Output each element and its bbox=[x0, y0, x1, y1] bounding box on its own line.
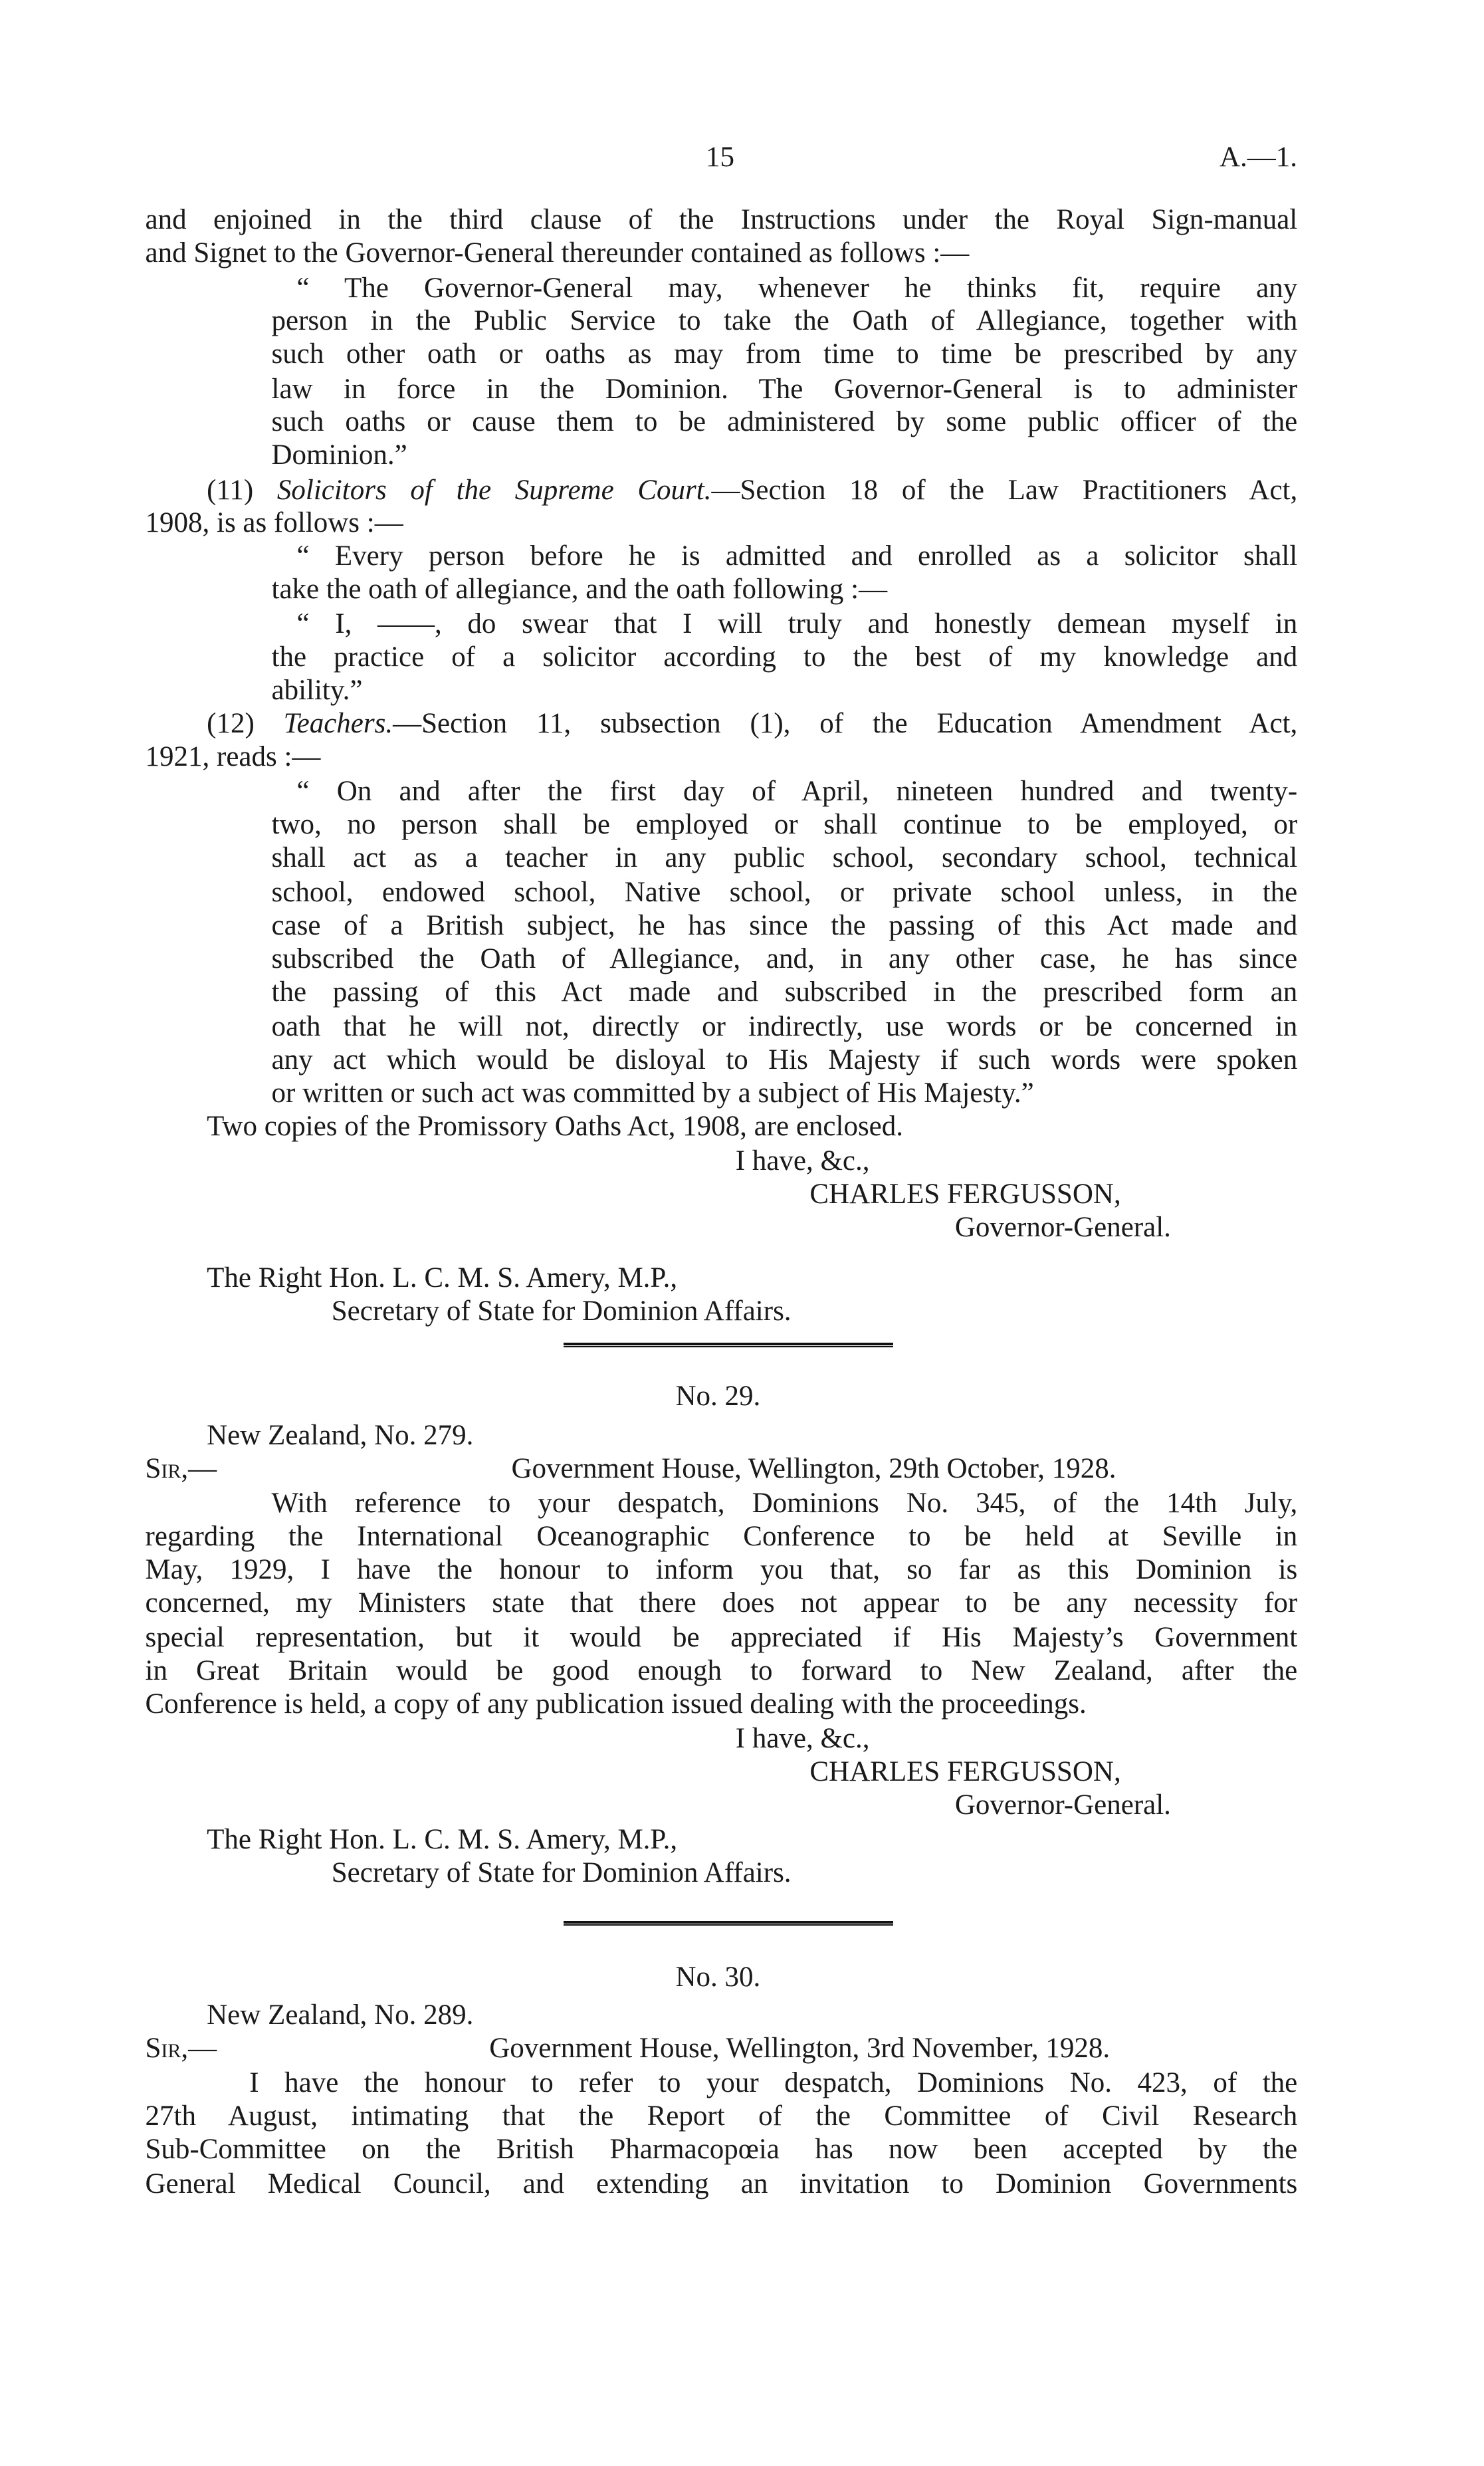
line-text: Government House, Wellington, 3rd November, 1928. bbox=[489, 2032, 1111, 2064]
quote-line bbox=[272, 304, 1298, 338]
line-text: Governor-General. bbox=[954, 1211, 1171, 1243]
body-line bbox=[146, 203, 1298, 237]
section-number: (11) bbox=[207, 474, 277, 506]
despatch-place-date bbox=[489, 2032, 1110, 2065]
addressee-title bbox=[332, 1856, 792, 1890]
body-line bbox=[146, 1587, 1298, 1620]
quote-line bbox=[297, 540, 1298, 573]
quote-line bbox=[272, 674, 363, 707]
line-text: ability.” bbox=[271, 675, 363, 707]
body-line bbox=[146, 2100, 1298, 2133]
quote-line bbox=[297, 775, 1298, 808]
addressee bbox=[207, 1262, 677, 1295]
line-text: Dominion.” bbox=[271, 439, 407, 471]
line-text: Conference is held, a copy of any publication issued dealing with the proceedings. bbox=[145, 1688, 1087, 1720]
quote-line bbox=[272, 641, 1298, 674]
line-text: — bbox=[188, 1453, 217, 1484]
line-text: or written or such act was committed by a subject of His Majesty.” bbox=[271, 1077, 1034, 1109]
line-text: in Great Britain would be good enough to forward to New Zealand, after the bbox=[145, 1655, 1298, 1686]
line-text: Two copies of the Promissory Oaths Act, 1908, are enclosed. bbox=[207, 1110, 904, 1142]
quote-line bbox=[272, 909, 1298, 943]
line-text: case of a British subject, he has since the passing of this Act made and bbox=[271, 910, 1298, 941]
salutation bbox=[146, 2032, 217, 2065]
line-text: May, 1929, I have the honour to inform you that, so far as this Dominion is bbox=[145, 1554, 1298, 1585]
quote-line bbox=[272, 1044, 1298, 1077]
quote-line bbox=[272, 338, 1298, 371]
line-text: “ On and after the first day of April, nineteen hundred and twenty- bbox=[296, 776, 1298, 808]
closing bbox=[736, 1722, 870, 1755]
line-text: Government House, Wellington, 29th October, 1928. bbox=[511, 1453, 1116, 1484]
line-text: and Signet to the Governor-General thereunder contained as follows :— bbox=[145, 237, 970, 269]
line-text: person in the Public Service to take the Oath of Allegiance, together with bbox=[271, 305, 1298, 337]
body-line bbox=[249, 2067, 1297, 2100]
closing bbox=[736, 1145, 870, 1178]
section-title: Teachers. bbox=[283, 708, 393, 739]
despatch-origin bbox=[207, 1999, 473, 2032]
line-text: special representation, but it would be appreciated if His Majesty’s Government bbox=[145, 1622, 1298, 1654]
line-text: shall act as a teacher in any public school, secondary school, technical bbox=[271, 841, 1298, 873]
line-text: 1921, reads :— bbox=[145, 740, 321, 772]
line-text: With reference to your despatch, Dominions No. 345, of the 14th July, bbox=[271, 1488, 1298, 1519]
section-divider bbox=[564, 1921, 893, 1926]
line-text: regarding the International Oceanographic Conference to be held at Seville in bbox=[145, 1521, 1298, 1553]
line-text: I have, &c., bbox=[735, 1145, 870, 1177]
line-text: —Section 11, subsection (1), of the Education Amendment Act, bbox=[393, 708, 1298, 739]
salutation-word: Sir, bbox=[145, 1453, 189, 1484]
line-text: subscribed the Oath of Allegiance, and, in any other case, he has since bbox=[271, 943, 1298, 974]
body-line bbox=[146, 740, 321, 774]
signature-title bbox=[955, 1789, 1171, 1822]
line-text: oath that he will not, directly or indirectly, use words or be concerned in bbox=[271, 1011, 1298, 1042]
despatch-place-date bbox=[512, 1452, 1116, 1486]
salutation bbox=[146, 1452, 217, 1486]
line-text: —Section 18 of the Law Practitioners Act, bbox=[711, 474, 1298, 506]
line-text: concerned, my Ministers state that there does not appear to be any necessity for bbox=[145, 1587, 1298, 1619]
quote-line bbox=[272, 943, 1298, 976]
signature-name bbox=[809, 1755, 1120, 1789]
body-line bbox=[146, 506, 403, 540]
line-text: New Zealand, No. 279. bbox=[207, 1420, 474, 1452]
addressee bbox=[207, 1823, 677, 1856]
line-text: two, no person shall be employed or shall continue to be employed, or bbox=[271, 809, 1298, 840]
despatch-origin bbox=[207, 1419, 473, 1452]
line-text: any act which would be disloyal to His Majesty if such words were spoken bbox=[271, 1044, 1298, 1075]
line-text: “ I, ——, do swear that I will truly and honestly demean myself in bbox=[296, 608, 1298, 640]
quote-line bbox=[272, 976, 1298, 1009]
line-text: — bbox=[188, 2032, 217, 2064]
section-heading bbox=[207, 707, 1297, 740]
line-text: 1908, is as follows :— bbox=[145, 507, 403, 539]
section-number: (12) bbox=[207, 708, 284, 739]
line-text: Secretary of State for Dominion Affairs. bbox=[331, 1857, 792, 1888]
line-text: “ Every person before he is admitted and enrolled as a solicitor shall bbox=[296, 540, 1298, 572]
line-text: CHARLES FERGUSSON, bbox=[809, 1178, 1121, 1210]
signature-name bbox=[809, 1178, 1120, 1211]
line-text: 27th August, intimating that the Report of the Committee of Civil Research bbox=[145, 2100, 1298, 2132]
line-text: New Zealand, No. 289. bbox=[207, 1999, 474, 2031]
quote-line bbox=[297, 272, 1298, 305]
body-line bbox=[207, 1110, 903, 1143]
body-line bbox=[146, 1688, 1087, 1721]
body-line bbox=[146, 1621, 1298, 1654]
quote-line bbox=[272, 373, 1298, 406]
quote-line bbox=[297, 608, 1298, 641]
signature-title bbox=[955, 1211, 1171, 1244]
line-text: such oaths or cause them to be administered by some public officer of the bbox=[271, 406, 1298, 438]
line-text: school, endowed school, Native school, or private school unless, in the bbox=[271, 877, 1298, 909]
line-text: “ The Governor-General may, whenever he thinks fit, require any bbox=[296, 272, 1298, 304]
salutation-word: Sir, bbox=[145, 2032, 189, 2064]
line-text: Sub-Committee on the British Pharmacopœia has now been accepted by the bbox=[145, 2133, 1298, 2165]
section-heading bbox=[207, 474, 1297, 507]
line-text: the practice of a solicitor according to the best of my knowledge and bbox=[271, 641, 1298, 673]
line-text: The Right Hon. L. C. M. S. Amery, M.P., bbox=[207, 1824, 678, 1856]
line-text: CHARLES FERGUSSON, bbox=[809, 1756, 1121, 1787]
line-text: Governor-General. bbox=[954, 1789, 1171, 1821]
line-text: No. 30. bbox=[675, 1961, 761, 1993]
line-text: such other oath or oaths as may from time to time be prescribed by any bbox=[271, 338, 1298, 370]
quote-line bbox=[272, 1077, 1034, 1110]
despatch-number bbox=[676, 1380, 761, 1413]
body-line bbox=[146, 2133, 1298, 2166]
line-text: and enjoined in the third clause of the Instructions under the Royal Sign-manual bbox=[145, 204, 1298, 236]
quote-line bbox=[272, 1010, 1298, 1044]
section-title: Solicitors of the Supreme Court. bbox=[276, 474, 712, 506]
body-line bbox=[146, 1654, 1298, 1688]
body-line bbox=[146, 1520, 1298, 1553]
addressee-title bbox=[332, 1295, 792, 1328]
section-divider bbox=[564, 1343, 893, 1347]
line-text: No. 29. bbox=[675, 1380, 761, 1412]
line-text: The Right Hon. L. C. M. S. Amery, M.P., bbox=[207, 1262, 678, 1293]
body-line bbox=[146, 237, 970, 270]
page-number: 15 bbox=[706, 142, 734, 173]
quote-line bbox=[272, 573, 888, 606]
despatch-number bbox=[676, 1961, 761, 1994]
quote-line bbox=[272, 439, 407, 472]
line-text: Secretary of State for Dominion Affairs. bbox=[331, 1295, 792, 1327]
body-line bbox=[146, 1553, 1298, 1587]
quote-line bbox=[272, 808, 1298, 841]
line-text: I have the honour to refer to your despatch, Dominions No. 423, of the bbox=[249, 2067, 1298, 2098]
line-text: law in force in the Dominion. The Governor-General is to administer bbox=[271, 373, 1298, 405]
document-reference: A.—1. bbox=[1219, 142, 1297, 173]
line-text: I have, &c., bbox=[735, 1723, 870, 1755]
body-line bbox=[272, 1487, 1298, 1520]
line-text: take the oath of allegiance, and the oath following :— bbox=[271, 574, 888, 606]
line-text: General Medical Council, and extending an invitation to Dominion Governments bbox=[145, 2168, 1298, 2199]
quote-line bbox=[272, 405, 1298, 439]
line-text: the passing of this Act made and subscribed in the prescribed form an bbox=[271, 976, 1298, 1008]
quote-line bbox=[272, 841, 1298, 875]
quote-line bbox=[272, 876, 1298, 909]
body-line bbox=[146, 2168, 1298, 2201]
